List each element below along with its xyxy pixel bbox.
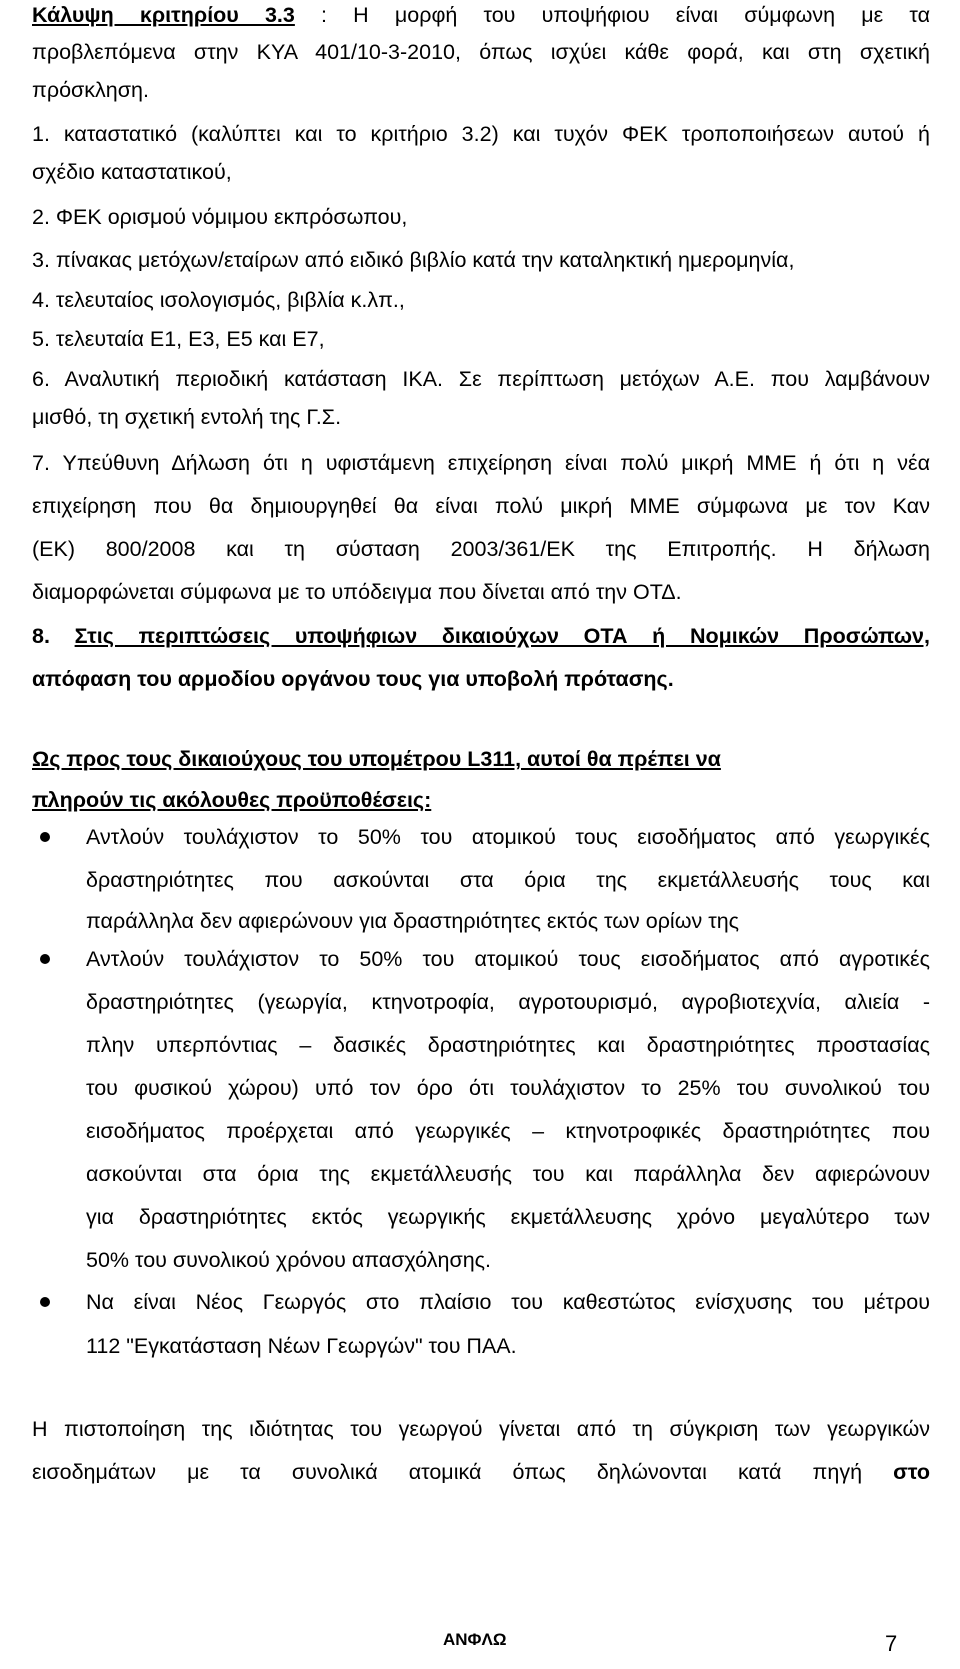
l311-heading-line-1: Ως προς τους δικαιούχους του υπομέτρου L311, αυτοί θα πρέπει να (32, 747, 721, 771)
criterion-line-1-text: : Η μορφή του υποψήφιου είναι σύμφωνη με τα (294, 3, 930, 27)
l311-heading-line-2: πληρούν τις ακόλουθες προϋποθέσεις: (32, 788, 432, 812)
doc-item-4: 4. τελευταίος ισολογισμός, βιβλία κ.λπ., (32, 288, 405, 312)
bullet-2-line-3: πλην υπερπόντιας – δασικές δραστηριότητες και δραστηριότητες προστασίας (86, 1033, 930, 1057)
doc-item-2: 2. ΦΕΚ ορισμού νόμιμου εκπρόσωπου, (32, 205, 408, 229)
bullet-2-line-2: δραστηριότητες (γεωργία, κτηνοτροφία, αγροτουρισμό, αγροβιοτεχνία, αλιεία - (86, 990, 930, 1014)
bullet-1-dot (40, 832, 50, 842)
doc-item-7-line-1: 7. Υπεύθυνη Δήλωση ότι η υφιστάμενη επιχείρηση είναι πολύ μικρή ΜΜΕ ή ότι η νέα (32, 451, 930, 475)
bullet-2-line-5: εισοδήματος προέρχεται από γεωργικές – κτηνοτροφικές δραστηριότητες που (86, 1119, 930, 1143)
bullet-1-line-2: δραστηριότητες που ασκούνται στα όρια της εκμετάλλευσής τους και (86, 868, 930, 892)
doc-item-3: 3. πίνακας μετόχων/εταίρων από ειδικό βιβλίο κατά την καταληκτική ημερομηνία, (32, 248, 795, 272)
bullet-1-line-1: Αντλούν τουλάχιστον το 50% του ατομικού τους εισοδήματος από γεωργικές (86, 825, 930, 849)
doc-item-6-line-1: 6. Αναλυτική περιοδική κατάσταση ΙΚΑ. Σε περίπτωση μετόχων Α.Ε. που λαμβάνουν (32, 367, 930, 391)
criterion-line-3: πρόσκληση. (32, 78, 149, 102)
doc-item-1-line-1: 1. καταστατικό (καλύπτει και το κριτήριο 3.2) και τυχόν ΦΕΚ τροποποιήσεων αυτού ή (32, 122, 930, 146)
bullet-2-line-6: ασκούνται στα όρια της εκμετάλλευσής του και παράλληλα δεν αφιερώνουν (86, 1162, 930, 1186)
criterion-line-2: προβλεπόμενα στην ΚΥΑ 401/10-3-2010, όπως ισχύει κάθε φορά, και στη σχετική (32, 40, 930, 64)
bullet-2-line-4: του φυσικού χώρου) υπό τον όρο ότι τουλάχιστον το 25% του συνολικού του (86, 1076, 930, 1100)
certification-line-2 (32, 1457, 930, 1487)
doc-item-7-line-2: επιχείρηση που θα δημιουργηθεί θα είναι πολύ μικρή ΜΜΕ σύμφωνα με τον Καν (32, 494, 930, 518)
doc-item-7-line-4: διαμορφώνεται σύμφωνα με το υπόδειγμα που δίνεται από την ΟΤΔ. (32, 580, 682, 604)
bullet-2-line-7: για δραστηριότητες εκτός γεωργικής εκμετάλλευσης χρόνο μεγαλύτερο των (86, 1205, 930, 1229)
doc-item-8-line-2: απόφαση του αρμοδίου οργάνου τους για υποβολή πρότασης. (32, 667, 674, 691)
criterion-heading: Κάλυψη κριτηρίου 3.3 (32, 3, 295, 27)
bullet-2-dot (40, 954, 50, 964)
certification-line-1: Η πιστοποίηση της ιδιότητας του γεωργού γίνεται από τη σύγκριση των γεωργικών (32, 1417, 930, 1441)
doc-item-8-number: 8. (32, 624, 50, 648)
doc-item-8-line-1-text: Στις περιπτώσεις υποψήφιων δικαιούχων ΟΤΑ ή Νομικών Προσώπων, (74, 624, 930, 648)
bullet-3-dot (40, 1297, 50, 1307)
footer-title: ΑΝΦΛΩ (443, 1630, 507, 1649)
bullet-2-line-8: 50% του συνολικού χρόνου απασχόλησης. (86, 1248, 492, 1272)
doc-item-7-line-3: (ΕΚ) 800/2008 και τη σύσταση 2003/361/ΕΚ της Επιτροπής. Η δήλωση (32, 537, 930, 561)
bullet-3-line-1: Να είναι Νέος Γεωργός στο πλαίσιο του καθεστώτος ενίσχυσης του μέτρου (86, 1290, 930, 1314)
bullet-1-line-3: παράλληλα δεν αφιερώνουν για δραστηριότητες εκτός των ορίων της (86, 909, 740, 933)
certification-line-2-bold: στο (893, 1460, 930, 1484)
bullet-2-line-1: Αντλούν τουλάχιστον το 50% του ατομικού τους εισοδήματος από αγροτικές (86, 947, 930, 971)
doc-item-8-line-1 (32, 621, 930, 651)
certification-line-2-text: εισοδημάτων με τα συνολικά ατομικά όπως δηλώνονται κατά πηγή (32, 1460, 863, 1484)
doc-item-6-line-2: μισθό, τη σχετική εντολή της Γ.Σ. (32, 405, 342, 429)
bullet-3-line-2: 112 "Εγκατάσταση Νέων Γεωργών" του ΠΑΑ. (86, 1334, 517, 1358)
criterion-line-1 (32, 0, 930, 30)
page-number: 7 (885, 1631, 898, 1656)
doc-item-1-line-2: σχέδιο καταστατικού, (32, 160, 232, 184)
doc-item-5: 5. τελευταία Ε1, Ε3, Ε5 και Ε7, (32, 327, 325, 351)
